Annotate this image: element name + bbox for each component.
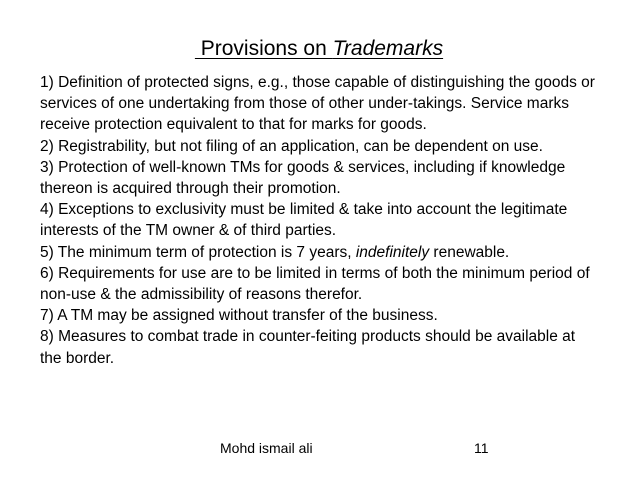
provision-text: 5) The minimum term of protection is 7 years, <box>40 243 356 261</box>
provision-text: 7) A TM may be assigned without transfer of the business. <box>40 307 438 325</box>
provision-text: 1) Definition of protected signs, e.g., those capable of distinguishing the goods or services of one undertaking from those of other under-takings. Service marks receive protection equivalent to that for marks for goods. <box>40 74 595 134</box>
provision-item <box>40 263 600 305</box>
provision-item <box>40 72 600 136</box>
provision-item <box>40 157 600 199</box>
slide-title-prefix: Provisions on <box>194 37 333 60</box>
provision-item <box>40 199 600 241</box>
provision-text: 8) Measures to combat trade in counter-feiting products should be available at the border. <box>40 328 576 367</box>
provision-text-after: renewable. <box>429 243 510 261</box>
page-number: 11 <box>474 440 489 456</box>
slide-title-emphasis: Trademarks <box>332 37 444 60</box>
provision-item <box>40 305 600 326</box>
provision-text: 2) Registrability, but not filing of an application, can be dependent on use. <box>40 137 543 155</box>
provision-text: 3) Protection of well-known TMs for goods & services, including if knowledge thereon is acquired through their promotion. <box>40 158 566 198</box>
slide-title <box>0 36 638 62</box>
provision-item <box>40 326 600 368</box>
provision-text: 6) Requirements for use are to be limited in terms of both the minimum period of non-use & the admissibility of reasons therefor. <box>40 264 590 304</box>
provision-emphasis: indefinitely <box>355 243 430 261</box>
provision-text: 4) Exceptions to exclusivity must be limited & take into account the legitimate interests of the TM owner & of third parties. <box>40 201 568 240</box>
provisions-list <box>40 72 600 369</box>
footer-author: Mohd ismail ali <box>220 440 313 456</box>
provision-item <box>40 136 600 157</box>
provision-item <box>40 242 600 263</box>
